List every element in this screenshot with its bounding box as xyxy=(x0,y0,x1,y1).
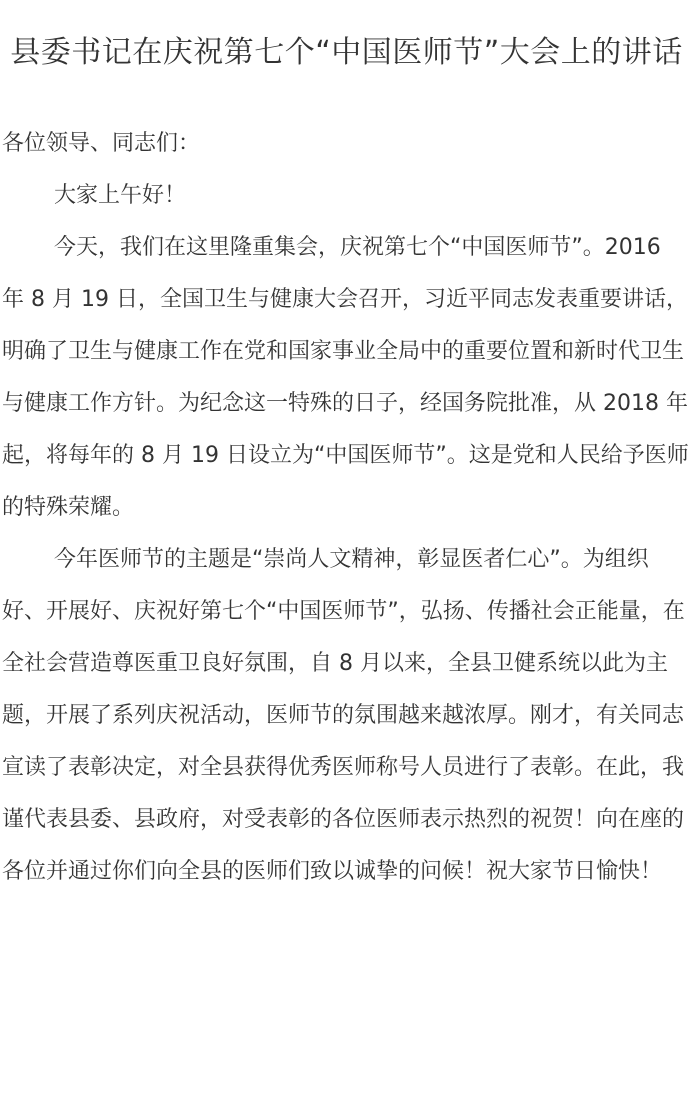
paragraph-theme: 今年医师节的主题是“崇尚人文精神，彰显医者仁心”。为组织好、开展好、庆祝好第七个“中国医师节”，弘扬、传播社会正能量，在全社会营造尊医重卫良好氛围，自 8 月以来，全县卫健系统以此为主题，开展了系列庆祝活动，医师节的氛围越来越浓厚。刚才，有关同志宣读了表彰决定，对全县获得优秀医师称号人员进行了表彰。在此，我谨代表县委、县政府，对受表彰的各位医师表示热烈的祝贺！向在座的各位并通过你们向全县的医师们致以诚挚的问候！祝大家节日愉快！ xyxy=(2,547,685,884)
document-title: 县委书记在庆祝第七个“中国医师节”大会上的讲话 xyxy=(10,35,683,70)
salutation: 各位领导、同志们： xyxy=(2,131,201,156)
paragraph-background: 今天，我们在这里隆重集会，庆祝第七个“中国医师节”。2016 年 8 月 19 日，全国卫生与健康大会召开，习近平同志发表重要讲话，明确了卫生与健康工作在党和国家事业全局中的重要位置和新时代卫生与健康工作方针。为纪念这一特殊的日子，经国务院批准，从 2018 年起，将每年的 8 月 19 日设立为“中国医师节”。这是党和人民给予医师的特殊荣耀。 xyxy=(2,235,689,520)
paragraph-greeting: 大家上午好！ xyxy=(54,183,187,208)
document-body xyxy=(0,118,693,898)
